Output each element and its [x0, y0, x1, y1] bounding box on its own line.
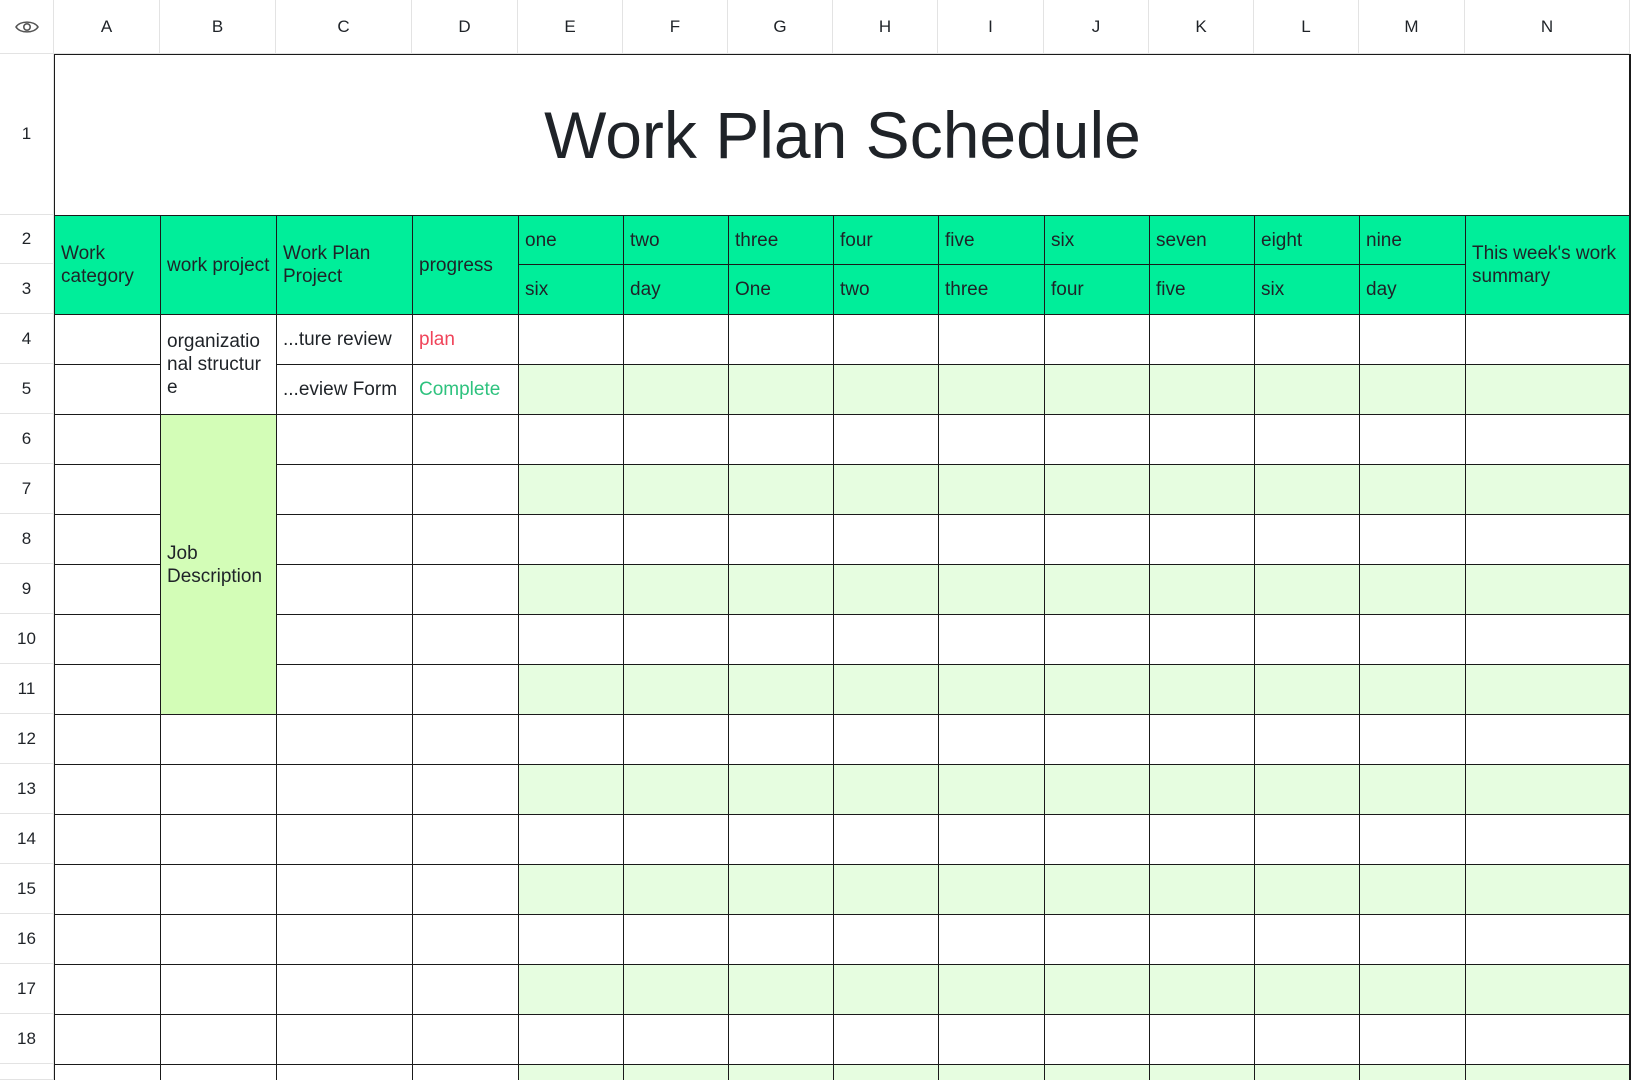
cell-b[interactable]	[160, 914, 276, 964]
cell-b[interactable]	[160, 964, 276, 1014]
column-header-n[interactable]: N	[1465, 0, 1630, 54]
cell-day[interactable]	[833, 914, 938, 964]
header-day-bottom[interactable]: day	[623, 264, 728, 314]
cell-c[interactable]	[276, 414, 412, 464]
cell-day[interactable]	[1254, 864, 1359, 914]
cell-day[interactable]	[1149, 914, 1254, 964]
cell-day[interactable]	[1359, 364, 1465, 414]
cell-day[interactable]	[1359, 1064, 1465, 1080]
column-header-k[interactable]: K	[1149, 0, 1254, 54]
header-day-top[interactable]: two	[623, 215, 728, 264]
cell-day[interactable]	[1359, 814, 1465, 864]
cell-day[interactable]	[1044, 614, 1149, 664]
cell-d[interactable]	[412, 864, 518, 914]
cell-day[interactable]	[728, 464, 833, 514]
cell-day[interactable]	[1149, 964, 1254, 1014]
cell-day[interactable]	[938, 914, 1044, 964]
cell-day[interactable]	[1359, 664, 1465, 714]
cell-a[interactable]	[54, 614, 160, 664]
cell-c[interactable]	[276, 814, 412, 864]
cell-day[interactable]	[1359, 314, 1465, 364]
cell-b[interactable]	[160, 714, 276, 764]
cell-day[interactable]	[1359, 514, 1465, 564]
cell-day[interactable]	[623, 614, 728, 664]
cell-day[interactable]	[938, 564, 1044, 614]
cell-day[interactable]	[623, 1014, 728, 1064]
cell-day[interactable]	[1149, 564, 1254, 614]
cell-c[interactable]	[276, 1014, 412, 1064]
cell-day[interactable]	[938, 514, 1044, 564]
cell-day[interactable]	[1465, 414, 1630, 464]
cell-day[interactable]	[623, 664, 728, 714]
cell-b[interactable]	[160, 1014, 276, 1064]
row-header-partial[interactable]	[0, 1064, 54, 1080]
cell-day[interactable]	[1044, 564, 1149, 614]
cell-c[interactable]	[276, 464, 412, 514]
cell-day[interactable]	[1254, 414, 1359, 464]
cell-day[interactable]	[1044, 464, 1149, 514]
cell-a[interactable]	[54, 664, 160, 714]
cell-day[interactable]	[728, 864, 833, 914]
header-day-top[interactable]: four	[833, 215, 938, 264]
row-header-15[interactable]: 15	[0, 864, 54, 914]
cell-day[interactable]	[518, 414, 623, 464]
row-header-14[interactable]: 14	[0, 814, 54, 864]
cell-a[interactable]	[54, 564, 160, 614]
cell-d[interactable]	[412, 714, 518, 764]
cell-d[interactable]	[412, 414, 518, 464]
cell-a[interactable]	[54, 1064, 160, 1080]
header-day-bottom[interactable]: One	[728, 264, 833, 314]
row-header-4[interactable]: 4	[0, 314, 54, 364]
cell-d[interactable]	[412, 914, 518, 964]
cell-day[interactable]	[623, 764, 728, 814]
cell-day[interactable]	[1465, 1014, 1630, 1064]
row-header-1[interactable]: 1	[0, 54, 54, 215]
row-header-10[interactable]: 10	[0, 614, 54, 664]
row-header-9[interactable]: 9	[0, 564, 54, 614]
cell-day[interactable]	[728, 814, 833, 864]
header-day-bottom[interactable]: four	[1044, 264, 1149, 314]
cell-day[interactable]	[728, 514, 833, 564]
cell-day[interactable]	[938, 964, 1044, 1014]
cell-day[interactable]	[728, 364, 833, 414]
row-header-13[interactable]: 13	[0, 764, 54, 814]
cell-day[interactable]	[833, 1064, 938, 1080]
cell-a[interactable]	[54, 364, 160, 414]
column-header-f[interactable]: F	[623, 0, 728, 54]
cell-day[interactable]	[623, 714, 728, 764]
column-header-c[interactable]: C	[276, 0, 412, 54]
cell-day[interactable]	[1465, 764, 1630, 814]
row-header-12[interactable]: 12	[0, 714, 54, 764]
cell-day[interactable]	[518, 464, 623, 514]
cell-day[interactable]	[938, 614, 1044, 664]
cell-b[interactable]	[160, 814, 276, 864]
cell-day[interactable]	[938, 1014, 1044, 1064]
cell-a[interactable]	[54, 314, 160, 364]
cell-day[interactable]	[1254, 564, 1359, 614]
cell-day[interactable]	[623, 814, 728, 864]
cell-day[interactable]	[518, 914, 623, 964]
cell-day[interactable]	[1044, 714, 1149, 764]
cell-day[interactable]	[1254, 1064, 1359, 1080]
cell-a[interactable]	[54, 764, 160, 814]
cell-c[interactable]	[276, 564, 412, 614]
cell-day[interactable]	[623, 314, 728, 364]
cell-day[interactable]	[833, 414, 938, 464]
cell-day[interactable]	[833, 764, 938, 814]
cell-day[interactable]	[938, 314, 1044, 364]
header-day-bottom[interactable]: three	[938, 264, 1044, 314]
cell-day[interactable]	[1149, 514, 1254, 564]
cell-day[interactable]	[1044, 914, 1149, 964]
cell-d[interactable]	[412, 564, 518, 614]
cell-day[interactable]	[1465, 364, 1630, 414]
cell-a[interactable]	[54, 464, 160, 514]
column-header-a[interactable]: A	[54, 0, 160, 54]
header-day-top[interactable]: nine	[1359, 215, 1465, 264]
cell-day[interactable]	[1465, 314, 1630, 364]
column-header-m[interactable]: M	[1359, 0, 1465, 54]
column-header-b[interactable]: B	[160, 0, 276, 54]
cell-day[interactable]	[518, 364, 623, 414]
row-header-6[interactable]: 6	[0, 414, 54, 464]
cell-day[interactable]	[1254, 614, 1359, 664]
header-progress[interactable]: progress	[412, 215, 518, 314]
row-header-17[interactable]: 17	[0, 964, 54, 1014]
cell-b[interactable]	[160, 1064, 276, 1080]
cell-day[interactable]	[938, 764, 1044, 814]
eye-icon[interactable]	[15, 19, 39, 35]
cell-day[interactable]	[1254, 664, 1359, 714]
cell-work-project-job[interactable]: Job Description	[160, 414, 276, 714]
header-day-top[interactable]: five	[938, 215, 1044, 264]
cell-day[interactable]	[518, 314, 623, 364]
cell-day[interactable]	[1254, 964, 1359, 1014]
header-day-bottom[interactable]: six	[518, 264, 623, 314]
cell-day[interactable]	[1149, 764, 1254, 814]
cell-d[interactable]	[412, 514, 518, 564]
cell-day[interactable]	[1044, 664, 1149, 714]
cell-day[interactable]	[1254, 814, 1359, 864]
cell-day[interactable]	[1465, 464, 1630, 514]
cell-day[interactable]	[623, 1064, 728, 1080]
cell-c[interactable]	[276, 664, 412, 714]
cell-progress-plan[interactable]: plan	[412, 314, 518, 364]
cell-c[interactable]	[276, 764, 412, 814]
cell-day[interactable]	[728, 964, 833, 1014]
cell-day[interactable]	[938, 814, 1044, 864]
cell-day[interactable]	[518, 764, 623, 814]
cell-day[interactable]	[623, 864, 728, 914]
cell-day[interactable]	[1149, 314, 1254, 364]
column-header-d[interactable]: D	[412, 0, 518, 54]
cell-day[interactable]	[1149, 414, 1254, 464]
cell-day[interactable]	[938, 364, 1044, 414]
cell-day[interactable]	[938, 1064, 1044, 1080]
cell-day[interactable]	[1149, 464, 1254, 514]
column-header-i[interactable]: I	[938, 0, 1044, 54]
cell-day[interactable]	[1465, 514, 1630, 564]
cell-day[interactable]	[623, 464, 728, 514]
cell-day[interactable]	[728, 714, 833, 764]
cell-day[interactable]	[938, 664, 1044, 714]
cell-day[interactable]	[938, 714, 1044, 764]
cell-day[interactable]	[1359, 914, 1465, 964]
cell-a[interactable]	[54, 964, 160, 1014]
cell-day[interactable]	[938, 414, 1044, 464]
column-header-h[interactable]: H	[833, 0, 938, 54]
cell-a[interactable]	[54, 414, 160, 464]
cell-day[interactable]	[1359, 464, 1465, 514]
column-header-e[interactable]: E	[518, 0, 623, 54]
cell-d[interactable]	[412, 814, 518, 864]
column-header-g[interactable]: G	[728, 0, 833, 54]
cell-day[interactable]	[1465, 714, 1630, 764]
cell-day[interactable]	[623, 964, 728, 1014]
cell-d[interactable]	[412, 964, 518, 1014]
cell-a[interactable]	[54, 864, 160, 914]
header-day-bottom[interactable]: six	[1254, 264, 1359, 314]
cell-plan-project-1[interactable]: ...ture review	[276, 314, 412, 364]
cell-day[interactable]	[728, 564, 833, 614]
cell-a[interactable]	[54, 714, 160, 764]
cell-d[interactable]	[412, 664, 518, 714]
row-header-5[interactable]: 5	[0, 364, 54, 414]
cell-day[interactable]	[833, 464, 938, 514]
cell-day[interactable]	[518, 1014, 623, 1064]
cell-day[interactable]	[1044, 964, 1149, 1014]
cell-day[interactable]	[1044, 414, 1149, 464]
cell-day[interactable]	[1044, 364, 1149, 414]
cell-day[interactable]	[1465, 964, 1630, 1014]
cell-day[interactable]	[1359, 564, 1465, 614]
cell-d[interactable]	[412, 764, 518, 814]
grid-right-border	[1629, 54, 1631, 1080]
cell-a[interactable]	[54, 814, 160, 864]
select-all-corner[interactable]	[0, 0, 54, 54]
cell-day[interactable]	[1149, 1064, 1254, 1080]
cell-day[interactable]	[1465, 914, 1630, 964]
cell-day[interactable]	[1149, 714, 1254, 764]
cell-day[interactable]	[728, 1014, 833, 1064]
row-header-3[interactable]: 3	[0, 264, 54, 314]
cell-day[interactable]	[1465, 614, 1630, 664]
header-work-plan-project[interactable]: Work Plan Project	[276, 215, 412, 314]
cell-day[interactable]	[1465, 864, 1630, 914]
cell-day[interactable]	[728, 314, 833, 364]
cell-c[interactable]	[276, 914, 412, 964]
cell-day[interactable]	[1044, 314, 1149, 364]
header-work-category[interactable]: Work category	[54, 215, 160, 314]
cell-day[interactable]	[623, 914, 728, 964]
cell-day[interactable]	[518, 1064, 623, 1080]
cell-d[interactable]	[412, 1064, 518, 1080]
row-header-16[interactable]: 16	[0, 914, 54, 964]
cell-day[interactable]	[833, 314, 938, 364]
cell-day[interactable]	[833, 614, 938, 664]
cell-day[interactable]	[833, 964, 938, 1014]
cell-day[interactable]	[1149, 864, 1254, 914]
cell-day[interactable]	[518, 664, 623, 714]
cell-c[interactable]	[276, 614, 412, 664]
cell-day[interactable]	[518, 714, 623, 764]
cell-day[interactable]	[1149, 614, 1254, 664]
header-day-top[interactable]: seven	[1149, 215, 1254, 264]
cell-day[interactable]	[1254, 914, 1359, 964]
cell-day[interactable]	[728, 414, 833, 464]
cell-day[interactable]	[518, 564, 623, 614]
cell-day[interactable]	[1359, 1014, 1465, 1064]
cell-day[interactable]	[1044, 1014, 1149, 1064]
cell-day[interactable]	[1044, 514, 1149, 564]
header-day-bottom[interactable]: two	[833, 264, 938, 314]
row-header-8[interactable]: 8	[0, 514, 54, 564]
cell-day[interactable]	[623, 514, 728, 564]
cell-d[interactable]	[412, 1014, 518, 1064]
cell-day[interactable]	[1254, 764, 1359, 814]
header-day-top[interactable]: six	[1044, 215, 1149, 264]
cell-day[interactable]	[1465, 664, 1630, 714]
cell-day[interactable]	[833, 814, 938, 864]
header-week-summary[interactable]: This week's work summary	[1465, 215, 1630, 314]
cell-c[interactable]	[276, 1064, 412, 1080]
cell-day[interactable]	[833, 564, 938, 614]
cell-day[interactable]	[833, 364, 938, 414]
cell-plan-project-2[interactable]: ...eview Form	[276, 364, 412, 414]
cell-day[interactable]	[1254, 314, 1359, 364]
cell-day[interactable]	[518, 614, 623, 664]
cell-day[interactable]	[1254, 1014, 1359, 1064]
cell-day[interactable]	[938, 464, 1044, 514]
cell-day[interactable]	[833, 714, 938, 764]
cell-day[interactable]	[623, 564, 728, 614]
cell-day[interactable]	[833, 664, 938, 714]
cell-c[interactable]	[276, 514, 412, 564]
cell-day[interactable]	[833, 1014, 938, 1064]
cell-day[interactable]	[833, 864, 938, 914]
row-header-2[interactable]: 2	[0, 215, 54, 264]
cell-day[interactable]	[728, 664, 833, 714]
cell-day[interactable]	[623, 414, 728, 464]
cell-day[interactable]	[1254, 464, 1359, 514]
header-day-top[interactable]: one	[518, 215, 623, 264]
sheet-title[interactable]: Work Plan Schedule	[54, 54, 1630, 215]
cell-day[interactable]	[1359, 964, 1465, 1014]
cell-day[interactable]	[1465, 1064, 1630, 1080]
cell-day[interactable]	[1044, 814, 1149, 864]
cell-c[interactable]	[276, 714, 412, 764]
cell-day[interactable]	[1359, 764, 1465, 814]
cell-day[interactable]	[728, 614, 833, 664]
cell-day[interactable]	[1465, 564, 1630, 614]
cell-day[interactable]	[518, 514, 623, 564]
cell-day[interactable]	[518, 814, 623, 864]
cell-day[interactable]	[1149, 1014, 1254, 1064]
header-day-top[interactable]: eight	[1254, 215, 1359, 264]
cell-day[interactable]	[728, 1064, 833, 1080]
cell-day[interactable]	[833, 514, 938, 564]
cell-d[interactable]	[412, 464, 518, 514]
cell-day[interactable]	[1254, 714, 1359, 764]
cell-a[interactable]	[54, 514, 160, 564]
column-header-j[interactable]: J	[1044, 0, 1149, 54]
cell-progress-complete[interactable]: Complete	[412, 364, 518, 414]
header-day-bottom[interactable]: five	[1149, 264, 1254, 314]
cell-day[interactable]	[1359, 864, 1465, 914]
cell-day[interactable]	[1359, 714, 1465, 764]
cell-day[interactable]	[518, 964, 623, 1014]
cell-day[interactable]	[1254, 364, 1359, 414]
cell-day[interactable]	[1254, 514, 1359, 564]
cell-day[interactable]	[1044, 1064, 1149, 1080]
cell-day[interactable]	[1149, 364, 1254, 414]
cell-day[interactable]	[1149, 814, 1254, 864]
cell-day[interactable]	[728, 914, 833, 964]
row-header-18[interactable]: 18	[0, 1014, 54, 1064]
cell-b[interactable]	[160, 864, 276, 914]
column-header-l[interactable]: L	[1254, 0, 1359, 54]
row-header-11[interactable]: 11	[0, 664, 54, 714]
cell-day[interactable]	[1359, 614, 1465, 664]
cell-a[interactable]	[54, 1014, 160, 1064]
cell-day[interactable]	[623, 364, 728, 414]
cell-day[interactable]	[1465, 814, 1630, 864]
cell-day[interactable]	[1044, 764, 1149, 814]
row-header-7[interactable]: 7	[0, 464, 54, 514]
cell-a[interactable]	[54, 914, 160, 964]
cell-day[interactable]	[938, 864, 1044, 914]
cell-d[interactable]	[412, 614, 518, 664]
cell-day[interactable]	[728, 764, 833, 814]
cell-day[interactable]	[518, 864, 623, 914]
cell-b[interactable]	[160, 764, 276, 814]
cell-day[interactable]	[1359, 414, 1465, 464]
header-work-project[interactable]: work project	[160, 215, 276, 314]
header-day-bottom[interactable]: day	[1359, 264, 1465, 314]
cell-c[interactable]	[276, 964, 412, 1014]
cell-c[interactable]	[276, 864, 412, 914]
cell-day[interactable]	[1044, 864, 1149, 914]
header-day-top[interactable]: three	[728, 215, 833, 264]
cell-day[interactable]	[1149, 664, 1254, 714]
cell-work-project-org[interactable]: organizational structure	[160, 314, 276, 414]
